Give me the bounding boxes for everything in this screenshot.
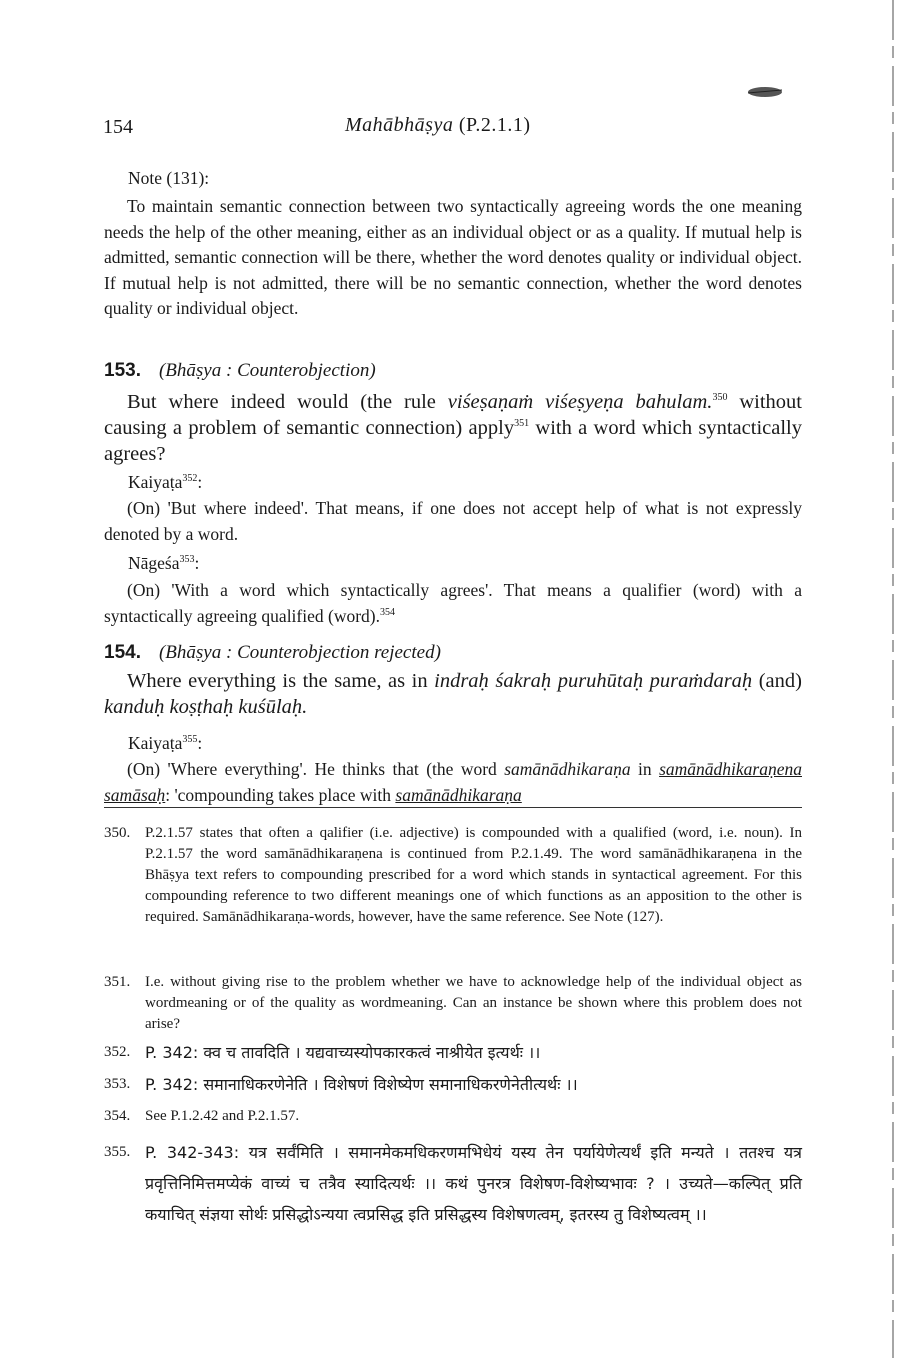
footnote-352 — [104, 1042, 802, 1063]
section-154-title: (Bhāṣya : Counterobjection rejected) — [158, 642, 441, 663]
section-154-heading — [104, 642, 441, 664]
footnote-number: 352. — [104, 1044, 131, 1060]
para-text: in — [630, 759, 660, 779]
kaiyata-text-153: (On) 'But where indeed'. That means, if one does not accept help of what is not expressly denoted by a word. — [104, 498, 802, 544]
nagesa-text — [104, 578, 802, 629]
kaiyata-label-154: Kaiyaṭa$^{355}$: — [128, 733, 203, 753]
note-text: To maintain semantic connection between two syntactically agreeing words the one meaning needs the help of the other meaning, either as an individual object or as a quality. If mutual help is admitted, semantic connection will be there, whether the word denotes quality or individual object. If mutual help is not admitted, there will be no semantic connection, whether the word denotes quality or individual object. — [104, 196, 802, 318]
footnote-ref: 355 — [182, 734, 198, 746]
footnote-351 — [104, 972, 802, 1035]
footnote-ref: 351 — [514, 418, 530, 430]
para-text: (and) — [752, 670, 802, 692]
footnote-text: P.2.1.57 states that often a qalifier (i.e. adjective) is compounded with a qualified (word, i.e. noun). In P.2.1.57 the word samānādhikaraṇena is continued from P.2.1.49. The word samānādhikaraṇena in the Bhāṣya text refers to compounding prescribed for a word which stands in syntactical agreement. For this compounding reference to two different meanings one of which functions as an apposition to the other is required. Samānādhikaraṇa-words, however, have the same reference. See Note (127). — [145, 825, 802, 925]
para-italic: samānādhikaraṇena samāsaḥ — [104, 759, 802, 805]
ink-smudge-icon — [746, 84, 784, 98]
section-153-heading — [104, 360, 376, 382]
footnote-355 — [104, 1137, 802, 1230]
page-number: 154 — [103, 116, 133, 138]
para-italic: kanduḥ koṣṭhaḥ kuśūlaḥ. — [104, 696, 308, 718]
footnote-353 — [104, 1074, 802, 1095]
para-text: without causing a problem of semantic connection) apply — [104, 391, 802, 439]
note-label: Note (131): — [128, 168, 210, 188]
section-153-title: (Bhāṣya : Counterobjection) — [158, 360, 376, 381]
para-text: (On) 'Where everything'. He thinks that (the word — [127, 759, 505, 779]
footnote-ref: 352 — [182, 473, 198, 485]
para-text: with a word which syntactically agrees? — [104, 417, 802, 465]
para-text: (On) 'With a word which syntactically agrees'. That means a qualifier (word) with a syntactically agreeing qualified (word). — [104, 580, 802, 626]
section-153-number: 153. — [104, 360, 141, 381]
footnote-ref: 350 — [712, 392, 728, 404]
running-title-italic: Mahābhāṣya — [345, 114, 454, 136]
section-154-paragraph — [104, 668, 802, 720]
para-text: But where indeed would (the rule — [127, 391, 448, 413]
footnote-number: 353. — [104, 1076, 131, 1092]
page-edge-shadow — [890, 0, 896, 1358]
commentator-name: Kaiyaṭa — [128, 472, 183, 492]
footnote-354 — [104, 1106, 802, 1127]
para-italic: indraḥ śakraḥ puruhūtaḥ puraṁdaraḥ — [434, 670, 753, 692]
footnote-ref: 353 — [179, 554, 195, 566]
nagesa-label: Nāgeśa$^{353}$: — [128, 553, 200, 573]
footnote-number: 354. — [104, 1108, 131, 1124]
footnote-divider — [104, 807, 802, 808]
para-text: Where everything is the same, as in — [127, 670, 435, 692]
footnote-text: See P.1.2.42 and P.2.1.57. — [145, 1108, 300, 1124]
footnote-text: P. 342-343: यत्र सर्वंमिति । समानमेकमधिकरणमभिधेयं यस्य तेन पर्यायेणेत्यर्थं इति मन्यते । ततश्च यत्र प्रवृत्तिनिमित्तमप्येकं वाच्यं च तत्रैव स्यादित्यर्थः ।। कथं पुनरत्र विशेषण-विशेष्यभावः ? । उच्यते—कल्पित् प्रति कयाचित् संज्ञया सोर्थः प्रसिद्धोऽन्यया त्वप्रसिद्ध इति प्रसिद्धस्य विशेषणत्वम्, इतरस्य तु विशेष्यत्वम् ।। — [145, 1143, 802, 1224]
section-154-number: 154. — [104, 642, 141, 663]
section-153-paragraph — [104, 389, 802, 467]
para-italic: samānādhikaraṇa — [504, 759, 631, 779]
footnote-350 — [104, 823, 802, 928]
footnote-number: 355. — [104, 1144, 131, 1160]
commentator-name: Kaiyaṭa — [128, 733, 183, 753]
commentator-name: Nāgeśa — [128, 553, 180, 573]
footnote-text: P. 342: समानाधिकरणेनेति । विशेषणं विशेष्येण समानाधिकरणेनेतीत्यर्थः ।। — [145, 1075, 578, 1094]
footnote-number: 351. — [104, 974, 131, 990]
para-italic: samānādhikaraṇa — [395, 784, 522, 805]
footnote-text: I.e. without giving rise to the problem whether we have to acknowledge help of the individual object as wordmeaning or of the quality as wordmeaning. Can an instance be shown where this problem does not arise? — [145, 974, 802, 1032]
kaiyata-text-154 — [104, 757, 802, 808]
running-title — [345, 114, 531, 137]
running-title-rest: (P.2.1.1) — [453, 114, 531, 136]
footnote-text: P. 342: क्व च तावदिति । यद्यवाच्यस्योपकारकत्वं नाश्रीयेत इत्यर्थः ।। — [145, 1043, 541, 1062]
footnote-number: 350. — [104, 825, 131, 841]
para-italic: viśeṣaṇaṁ viśeṣyeṇa bahulam. — [447, 391, 713, 413]
para-text: : 'compounding takes place with — [165, 784, 396, 805]
kaiyata-label-153: Kaiyaṭa$^{352}$: — [128, 472, 203, 492]
footnote-ref: 354 — [380, 606, 396, 618]
